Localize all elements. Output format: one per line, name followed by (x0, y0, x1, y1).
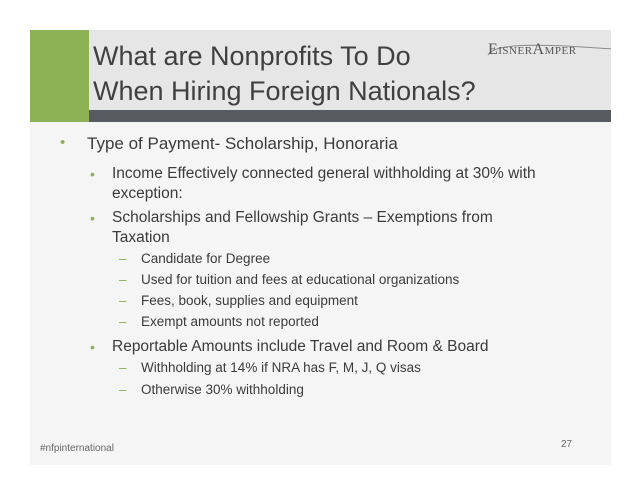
bullet-reportable-amounts (90, 337, 489, 357)
dash-marker: – (119, 314, 127, 329)
dash-marker: – (119, 251, 127, 266)
bullet-text-line1: Scholarships and Fellowship Grants – Exemptions from (112, 209, 493, 226)
subbullet-text: Fees, book, supplies and equipment (141, 293, 358, 308)
bullet-marker: • (60, 134, 66, 151)
bullet-scholarships-exemptions (90, 208, 493, 248)
bullet-text-line1: Income Effectively connected general withholding at 30% with (112, 165, 536, 182)
slide-title-line2: When Hiring Foreign Nationals? (93, 76, 476, 106)
slide-title-line1: What are Nonprofits To Do (93, 41, 411, 71)
header-divider-bar (89, 110, 611, 122)
page-number: 27 (561, 439, 573, 450)
company-logo (488, 41, 577, 59)
accent-green-block (30, 30, 89, 122)
slide (30, 30, 611, 465)
subbullet-fees-books-supplies (119, 293, 358, 308)
bullet-marker: • (90, 166, 95, 182)
subbullet-otherwise-30 (119, 382, 304, 397)
subbullet-exempt-amounts (119, 314, 319, 329)
subbullet-text: Exempt amounts not reported (141, 314, 319, 329)
subbullet-text: Withholding at 14% if NRA has F, M, J, Q visas (141, 360, 421, 375)
dash-marker: – (119, 382, 127, 397)
dash-marker: – (119, 360, 127, 375)
bullet-type-of-payment (60, 134, 398, 154)
footer-hashtag: #nfpinternational (40, 443, 114, 454)
bullet-text-line2: Taxation (112, 229, 170, 246)
bullet-marker: • (90, 210, 95, 226)
subbullet-tuition-and-fees (119, 272, 460, 287)
subbullet-text: Otherwise 30% withholding (141, 382, 304, 397)
bullet-income-withholding (90, 164, 536, 204)
slide-title (93, 39, 493, 109)
subbullet-text: Candidate for Degree (141, 251, 271, 266)
subbullet-text: Used for tuition and fees at educational organizations (141, 272, 460, 287)
bullet-text: Type of Payment- Scholarship, Honoraria (87, 134, 398, 153)
bullet-marker: • (90, 339, 95, 355)
dash-marker: – (119, 293, 127, 308)
bullet-text-line2: exception: (112, 185, 183, 202)
dash-marker: – (119, 272, 127, 287)
subbullet-candidate-for-degree (119, 251, 271, 266)
subbullet-withholding-14 (119, 360, 421, 375)
logo-text: EisnerAmper (488, 41, 577, 58)
bullet-text: Reportable Amounts include Travel and Room & Board (112, 338, 489, 355)
